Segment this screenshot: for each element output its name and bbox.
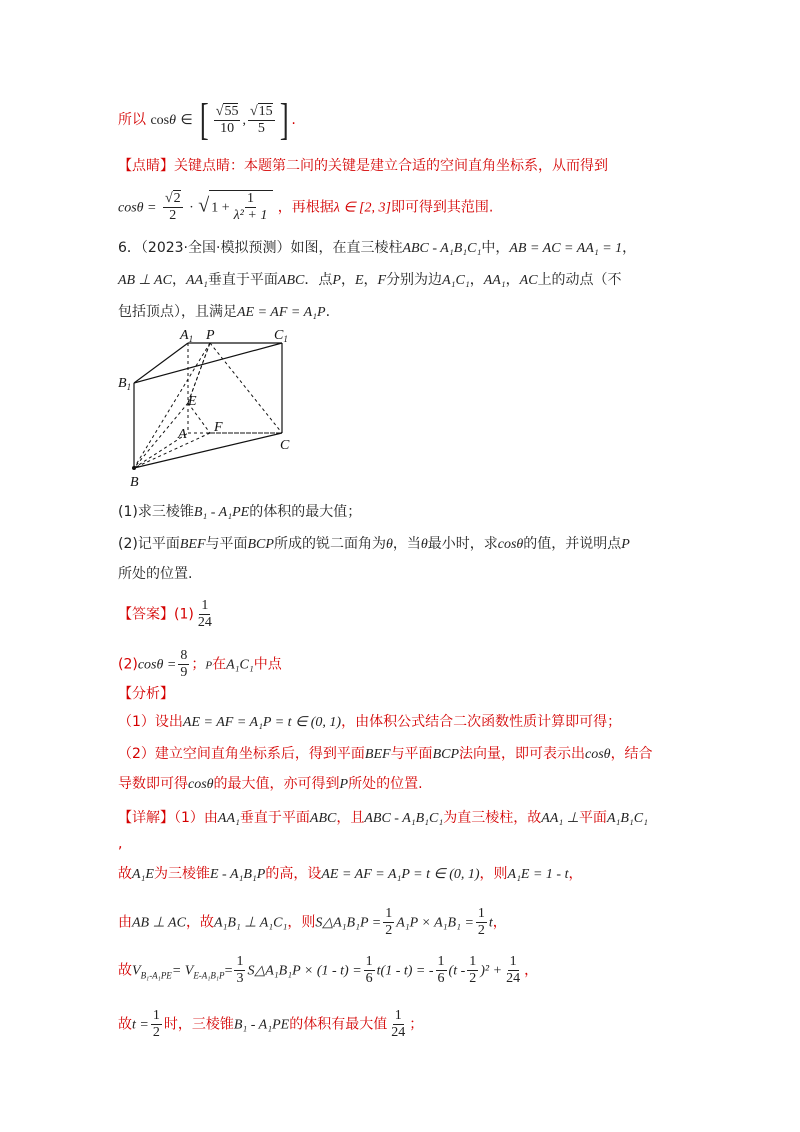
num: 1	[236, 954, 244, 969]
label-f: F	[214, 420, 223, 435]
question-2-line-1	[118, 534, 630, 555]
frac-sixth	[436, 954, 447, 987]
part-2: (2)	[118, 656, 138, 673]
frac-half	[383, 906, 394, 939]
frac-1-24	[196, 598, 214, 631]
analysis-tail-2: ，结合	[610, 746, 653, 762]
num-1: 1	[246, 191, 254, 206]
aa1: AA₁	[217, 811, 240, 826]
num: 1	[365, 954, 373, 969]
num: 1	[469, 954, 477, 969]
plane-text: 垂直于平面	[207, 272, 278, 288]
cos-range-line: 所以 cosθ ∈ [ $\frac{√55}{10}$ , $\frac{√15}{5}$ ] .	[118, 95, 296, 144]
num-15: 15	[258, 103, 273, 119]
left-bracket: [	[200, 95, 209, 144]
detail-text: 为三棱锥	[153, 866, 210, 882]
theta: θ	[385, 537, 393, 552]
svg-text:C1: $C_1$	[274, 328, 288, 344]
perp-a1b1-a1c1: A₁B₁ ⊥ A₁C₁	[213, 915, 288, 931]
den: 24	[391, 1025, 406, 1040]
analysis-tag	[118, 684, 174, 704]
perp-ab-ac: AB ⊥ AC	[132, 915, 186, 931]
comma: ，	[171, 272, 186, 288]
detail-text: 故	[118, 866, 132, 882]
area-expr: S△A₁B₁P =	[315, 915, 382, 931]
num: 1	[152, 1008, 160, 1023]
point-p: P	[332, 273, 341, 288]
dianjing-text: 关键点睛：本题第二问的关键是建立合适的空间直角坐标系，从而得到	[174, 158, 608, 174]
min-text: 最小时，求	[427, 536, 498, 552]
angle-text: 所成的锐二面角为	[273, 536, 386, 552]
one-plus: 1 +	[211, 200, 230, 216]
midpoint-text: 中点	[253, 656, 282, 673]
cos-symbol: cos	[150, 113, 170, 128]
with-text: 与平面	[205, 536, 248, 552]
q1-label: (1)求三棱锥	[118, 504, 194, 520]
dot-text: ．点	[304, 272, 333, 288]
point-p: P	[621, 537, 630, 552]
cos-theta-eq: cosθ =	[137, 657, 177, 673]
detail-4	[118, 954, 538, 987]
semicolon: ；	[409, 1016, 424, 1033]
with-text: 与平面	[390, 746, 433, 762]
area-product: A₁P × A₁B₁ =	[396, 915, 474, 931]
range-text: 即可得到其范围.	[390, 199, 494, 216]
part-1: (1)	[174, 606, 194, 623]
plane-bef: BEF	[179, 537, 206, 552]
question-6-line-2: AB ⊥ AC，AA₁垂直于平面ABC．点P，E，F分别为边A₁C₁，AA₁，AC上的动点（不	[118, 272, 622, 288]
den: 2	[469, 971, 477, 986]
den: 6	[365, 971, 373, 986]
label-a: A	[178, 427, 187, 442]
in-symbol: ∈	[180, 113, 193, 128]
num: 1	[201, 598, 209, 613]
period: .	[291, 112, 296, 128]
num: 1	[385, 906, 393, 921]
answer-1	[118, 598, 216, 631]
volume-sub: B₁-A₁PE	[140, 970, 172, 981]
volume-eq: = V	[171, 963, 194, 979]
expand-expr: t(1 - t) = -	[376, 963, 434, 979]
cos-theta: cosθ	[497, 537, 524, 552]
comma: ，	[622, 240, 637, 256]
prism-figure	[110, 325, 310, 490]
den-2: 2	[169, 208, 177, 223]
analysis-tail-2: 所处的位置.	[348, 776, 423, 792]
period: .	[325, 304, 331, 320]
volume-sub: E-A₁B₁P	[193, 970, 225, 981]
detail-text: ，且	[336, 810, 365, 826]
value-text: 的值，并说明点	[523, 536, 622, 552]
lambda-range: λ ∈ [2, 3]	[333, 200, 391, 216]
equal-edges: AB = AC = AA₁ = 1	[509, 241, 623, 256]
comma: ，	[568, 866, 583, 882]
right-bracket: ]	[279, 95, 289, 144]
equal-condition: AE = AF = A₁P	[237, 305, 326, 320]
fenxi-tag: 【分析】	[118, 686, 174, 702]
analysis-tail: ，由体积公式结合二次函数性质计算即可得；	[341, 714, 622, 730]
detail-5	[118, 1008, 423, 1041]
equals: =	[224, 963, 233, 979]
question-source: （2023·全国·模拟预测）如图，在直三棱柱	[140, 240, 403, 256]
analysis-tail: 法向量，即可表示出	[459, 746, 586, 762]
prism-name: ABC - A₁B₁C₁	[402, 241, 482, 256]
detail-text: 故	[118, 1016, 132, 1033]
aa1: AA₁	[185, 273, 208, 288]
location-text: 所处的位置.	[118, 566, 193, 582]
question-1	[118, 502, 361, 523]
den: 2	[477, 923, 485, 938]
plane-bef: BEF	[364, 747, 391, 762]
abc: ABC	[309, 811, 337, 826]
dianjing-tag: 【点睛】	[118, 158, 174, 174]
num: 1	[509, 954, 517, 969]
a1e: A₁E	[132, 867, 154, 882]
svg-text:B1: $B_1$	[118, 376, 132, 392]
frac-1-24	[389, 1008, 407, 1041]
pyramid: E - A₁B₁P	[209, 867, 266, 882]
detail-3	[118, 906, 507, 939]
frac-8-9	[178, 648, 189, 681]
den: 6	[437, 971, 445, 986]
plane-bcp: BCP	[432, 747, 460, 762]
detail-text: 时，三棱锥	[163, 1016, 234, 1033]
frac-sqrt15-5: $\frac{√15}{5}$	[249, 103, 273, 136]
pyramid-expr: B₁ - A₁PE	[193, 505, 250, 520]
frac-half	[467, 954, 478, 987]
frac-third	[234, 954, 245, 987]
prism-name: ABC - A₁B₁C₁	[364, 811, 444, 826]
detail-text: 的高，设	[265, 866, 322, 882]
point-p: P	[339, 777, 349, 792]
num-2: 2	[173, 191, 181, 206]
label-e: E	[188, 394, 197, 409]
den: 2	[152, 1025, 160, 1040]
a1e-result: A₁E = 1 - t	[507, 867, 569, 882]
t-var: t	[488, 915, 493, 931]
t-equation: AE = AF = A₁P = t ∈ (0, 1)	[182, 715, 342, 730]
frac-1-lambda	[232, 191, 270, 224]
den: 3	[236, 971, 244, 986]
t-equation: AE = AF = A₁P = t ∈ (0, 1)	[321, 867, 480, 882]
detail-comma	[118, 834, 122, 854]
edges-text: 分别为边	[386, 272, 443, 288]
answer-tag: 【答案】	[118, 606, 174, 623]
zhong-text: 中，	[481, 240, 510, 256]
den: 24	[197, 615, 212, 630]
frac-1-24	[504, 954, 522, 987]
analysis-2	[118, 744, 653, 765]
detail-text: ，则	[287, 914, 316, 931]
den-lambda: λ² + 1	[233, 208, 268, 223]
dianjing-line	[118, 156, 608, 176]
answer-2	[118, 648, 282, 681]
theta: θ	[420, 537, 428, 552]
question-2-line-2	[118, 564, 192, 584]
comma: ，	[524, 962, 539, 979]
area-times: S△A₁B₁P × (1 - t) =	[247, 963, 362, 979]
q1-tail: 的体积的最大值；	[249, 504, 362, 520]
t-eq: t =	[132, 1017, 149, 1033]
q2-label: (2)记平面	[118, 536, 180, 552]
when-text: ，当	[392, 536, 421, 552]
frac-sqrt2-2: $\frac{√2}{2}$	[164, 191, 181, 223]
question-6-line-1	[118, 238, 636, 259]
detail-text: 由	[118, 914, 132, 931]
detail-text: （1）由	[174, 810, 218, 826]
then-text: ，再根据	[277, 199, 334, 216]
perp-expr: AA₁ ⊥	[541, 811, 579, 826]
cos-theta: cosθ	[188, 777, 214, 792]
detail-1	[118, 808, 648, 829]
den-5: 5	[257, 120, 265, 136]
frac-half	[476, 906, 487, 939]
label-c: C	[280, 438, 290, 453]
svg-text:A1: $A_1$	[180, 328, 194, 344]
condition-text: 包括顶点），且满足	[118, 304, 237, 320]
pyramid-expr: B₁ - A₁PE	[233, 1017, 290, 1033]
frac-sixth	[364, 954, 375, 987]
analysis-text: 导数即可得	[118, 776, 188, 792]
abc: ABC	[277, 273, 305, 288]
num: 1	[437, 954, 445, 969]
detail-text: 为直三棱柱，故	[443, 810, 542, 826]
detail-text: 故	[118, 962, 132, 979]
detail-text: 平面	[578, 810, 607, 826]
point-f: F	[377, 273, 387, 288]
question-number: 6．	[118, 240, 141, 256]
so-text: 所以	[118, 112, 146, 128]
frac-half	[151, 1008, 162, 1041]
detail-text: ，故	[185, 914, 214, 931]
den: 2	[385, 923, 393, 938]
detail-tag: 【详解】	[118, 810, 174, 826]
den: 24	[506, 971, 521, 986]
volume-v: V	[132, 963, 141, 979]
perp-ab-ac: AB ⊥ AC	[118, 273, 172, 288]
plane-a1b1c1: A₁B₁C₁	[606, 811, 648, 826]
theta-symbol: θ	[169, 113, 177, 128]
label-b: B	[130, 475, 139, 490]
plane-bcp: BCP	[247, 537, 274, 552]
den: 9	[180, 665, 188, 680]
a1c1: A₁C₁	[442, 273, 470, 288]
num: 1	[477, 906, 485, 921]
question-6-line-3	[118, 302, 330, 323]
den-10: 10	[220, 120, 235, 136]
a1c1: A₁C₁	[226, 657, 254, 673]
detail-2	[118, 864, 583, 885]
num-55: 55	[224, 103, 239, 119]
num: 8	[180, 648, 188, 663]
comma: ,	[118, 836, 123, 852]
analysis-text: （2）建立空间直角坐标系后，得到平面	[118, 746, 365, 762]
analysis-tail: 的最大值，亦可得到	[213, 776, 340, 792]
analysis-1	[118, 712, 621, 733]
frac-sqrt55-10: $\frac{√55}{10}$	[215, 103, 239, 136]
detail-text: 的体积有最大值	[289, 1016, 388, 1033]
label-p: P	[206, 328, 215, 343]
square-open: (t -	[448, 963, 466, 979]
square-close: )² +	[480, 963, 503, 979]
cos-theta: cosθ	[585, 747, 611, 762]
comma: ，	[492, 914, 507, 931]
aa1: AA₁	[483, 273, 506, 288]
semicolon: ；	[191, 656, 206, 673]
point-e: E	[354, 273, 364, 288]
point-p: P	[205, 659, 213, 672]
detail-text: 垂直于平面	[239, 810, 310, 826]
detail-text: ，则	[479, 866, 508, 882]
at-text: 在	[212, 656, 227, 673]
cos-formula-line: cosθ = $\frac{√2}{2}$ · √ 1 + $\frac{1}{\text{λ² + 1}}$ ，再根据λ ∈ [2, 3]即可得到其范围.	[118, 191, 494, 223]
cos-theta-eq: cosθ =	[118, 200, 157, 216]
num: 1	[394, 1008, 402, 1023]
analysis-3	[118, 774, 423, 795]
moving-text: 上的动点（不	[537, 272, 622, 288]
analysis-text: （1）设出	[118, 714, 183, 730]
ac: AC	[519, 273, 538, 288]
